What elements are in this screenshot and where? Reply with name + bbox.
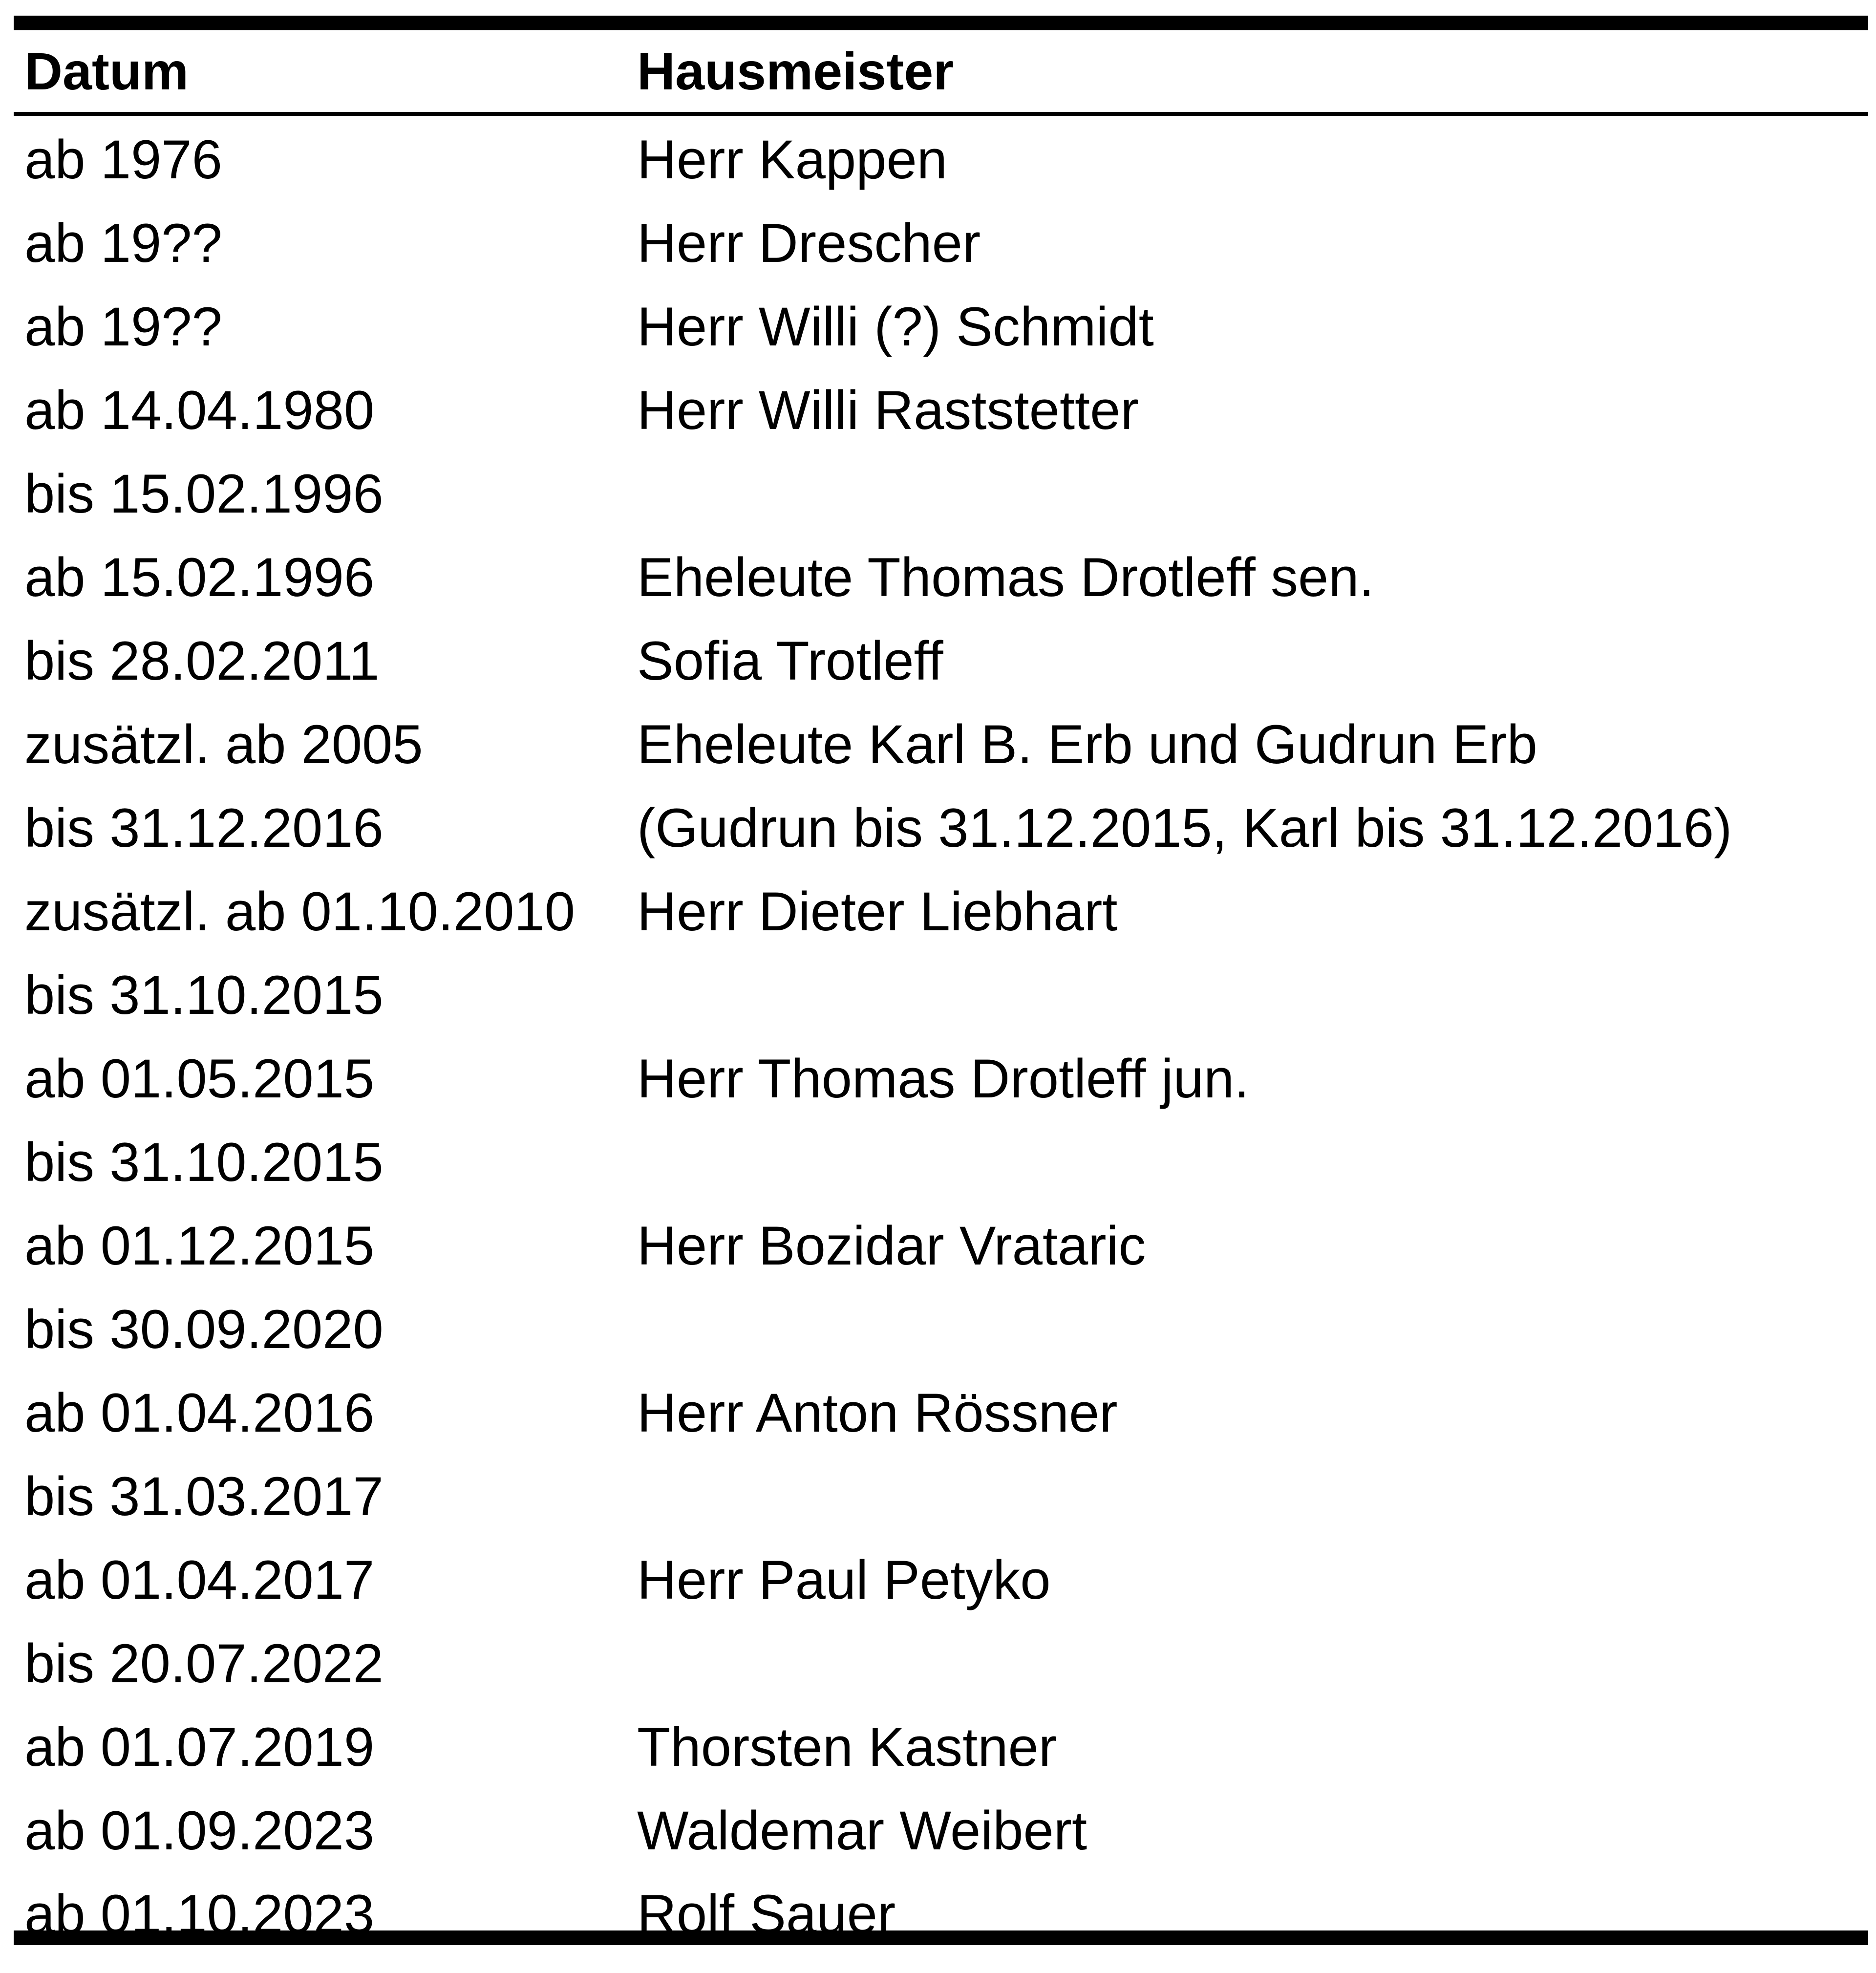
date-cell: bis 31.03.2017: [24, 1466, 384, 1527]
caretaker-cell: Herr Dieter Liebhart: [637, 881, 1118, 942]
date-cell: bis 28.02.2011: [24, 630, 380, 691]
date-cell: bis 15.02.1996: [24, 463, 384, 524]
date-cell: zusätzl. ab 2005: [24, 714, 423, 775]
table-top-rule: [14, 16, 1868, 30]
date-cell: ab 1976: [24, 129, 222, 190]
table-row: [14, 1622, 1868, 1705]
table-row: [14, 1037, 1868, 1120]
table-body: [14, 116, 1868, 1945]
table-row: [14, 201, 1868, 285]
table-row: [14, 1872, 1868, 1956]
caretaker-cell: Herr Thomas Drotleff jun.: [637, 1048, 1250, 1109]
table-header-rule: [14, 112, 1868, 116]
date-cell: ab 01.07.2019: [24, 1716, 375, 1778]
date-cell: ab 01.12.2015: [24, 1215, 375, 1276]
date-cell: zusätzl. ab 01.10.2010: [24, 881, 576, 942]
caretaker-cell: Herr Drescher: [637, 213, 981, 274]
table-row: [14, 452, 1868, 536]
date-cell: bis 20.07.2022: [24, 1633, 384, 1694]
date-cell: ab 19??: [24, 213, 222, 274]
caretaker-cell: Herr Willi Raststetter: [637, 380, 1139, 441]
header-caretaker: Hausmeister: [637, 42, 954, 101]
table-header-row: [14, 30, 1868, 112]
caretaker-cell: Herr Bozidar Vrataric: [637, 1215, 1146, 1276]
table-row: [14, 1789, 1868, 1872]
table-row: [14, 1204, 1868, 1287]
date-cell: ab 01.04.2016: [24, 1382, 375, 1443]
date-cell: ab 15.02.1996: [24, 547, 375, 608]
caretaker-table: [14, 16, 1868, 1945]
date-cell: ab 01.05.2015: [24, 1048, 375, 1109]
table-row: [14, 703, 1868, 786]
date-cell: ab 01.10.2023: [24, 1884, 375, 1945]
caretaker-cell: Herr Paul Petyko: [637, 1549, 1051, 1610]
table-row: [14, 619, 1868, 703]
caretaker-cell: Eheleute Karl B. Erb und Gudrun Erb: [637, 714, 1537, 775]
table-row: [14, 1120, 1868, 1204]
date-cell: bis 30.09.2020: [24, 1299, 384, 1360]
date-cell: ab 19??: [24, 296, 222, 357]
table-row: [14, 1538, 1868, 1622]
table-row: [14, 870, 1868, 953]
caretaker-cell: Herr Willi (?) Schmidt: [637, 296, 1154, 357]
date-cell: ab 14.04.1980: [24, 380, 375, 441]
caretaker-cell: Thorsten Kastner: [637, 1716, 1057, 1778]
table-row: [14, 1371, 1868, 1455]
table-row: [14, 368, 1868, 452]
header-date: Datum: [24, 42, 189, 101]
caretaker-cell: Rolf Sauer: [637, 1884, 896, 1945]
caretaker-cell: Eheleute Thomas Drotleff sen.: [637, 547, 1374, 608]
table-row: [14, 536, 1868, 619]
date-cell: bis 31.10.2015: [24, 965, 384, 1026]
table-row: [14, 1455, 1868, 1538]
date-cell: bis 31.12.2016: [24, 797, 384, 858]
table-row: [14, 953, 1868, 1037]
table-row: [14, 1287, 1868, 1371]
date-cell: bis 31.10.2015: [24, 1132, 384, 1193]
table-row: [14, 1705, 1868, 1789]
caretaker-cell: (Gudrun bis 31.12.2015, Karl bis 31.12.2016): [637, 797, 1732, 858]
table-row: [14, 285, 1868, 368]
caretaker-cell: Herr Anton Rössner: [637, 1382, 1118, 1443]
table-row: [14, 118, 1868, 201]
caretaker-cell: Herr Kappen: [637, 129, 948, 190]
date-cell: ab 01.09.2023: [24, 1800, 375, 1861]
table-row: [14, 786, 1868, 870]
caretaker-cell: Sofia Trotleff: [637, 630, 943, 691]
date-cell: ab 01.04.2017: [24, 1549, 375, 1610]
caretaker-cell: Waldemar Weibert: [637, 1800, 1087, 1861]
